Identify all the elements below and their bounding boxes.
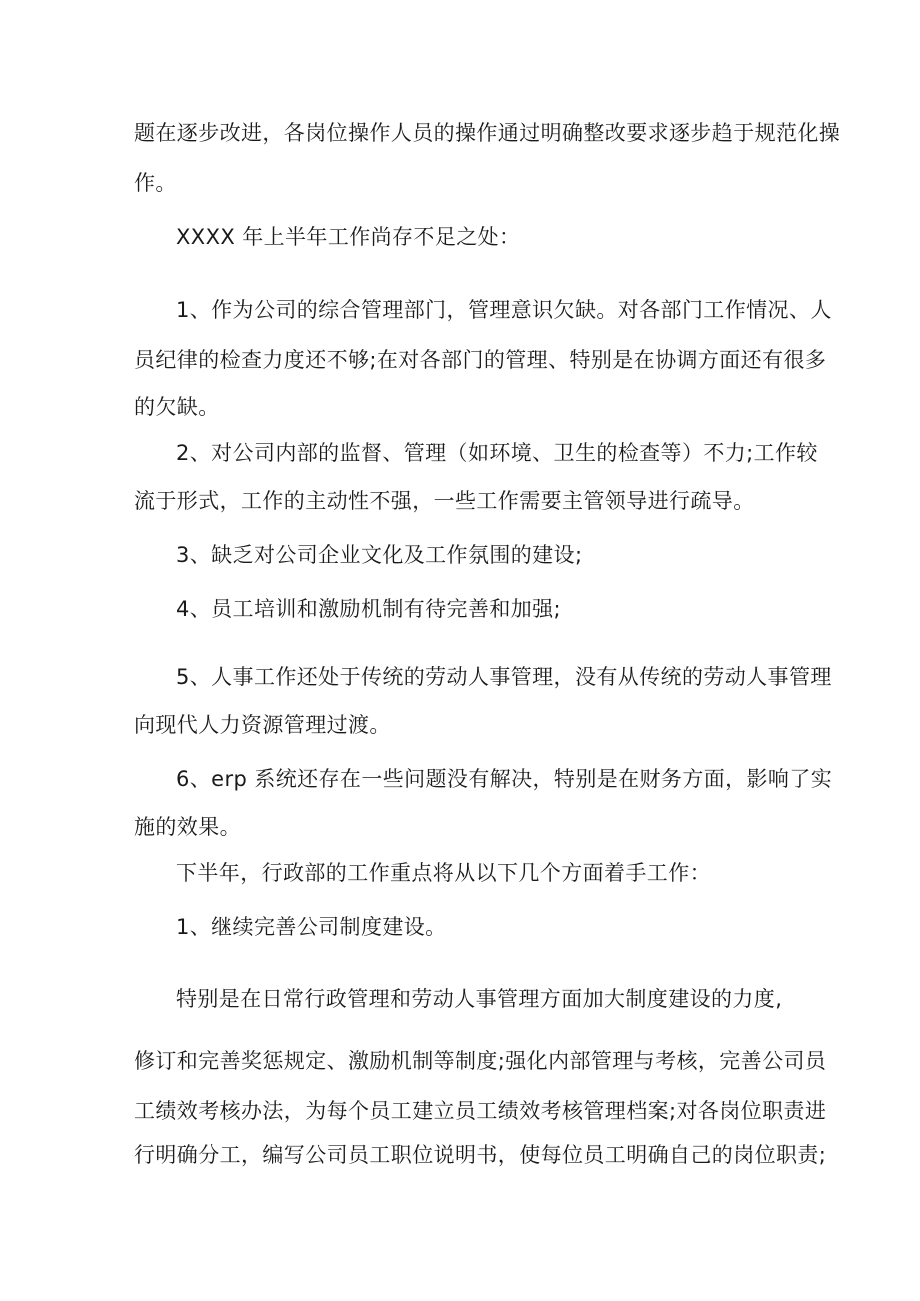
- text-line: 题在逐步改进，各岗位操作人员的操作通过明确整改要求逐步趋于规范化操: [134, 121, 841, 145]
- text-line: 5、人事工作还处于传统的劳动人事管理，没有从传统的劳动人事管理: [176, 665, 832, 689]
- text-line: 3、缺乏对公司企业文化及工作氛围的建设;: [176, 543, 583, 567]
- text-line: 流于形式，工作的主动性不强，一些工作需要主管领导进行疏导。: [134, 489, 755, 513]
- text-line: 2、对公司内部的监督、管理（如环境、卫生的检查等）不力;工作较: [176, 441, 818, 465]
- text-line: 员纪律的检查力度还不够;在对各部门的管理、特别是在协调方面还有很多: [134, 348, 827, 372]
- text-line: 施的效果。: [134, 815, 241, 839]
- text-line: 特别是在日常行政管理和劳动人事管理方面加大制度建设的力度,: [176, 987, 783, 1011]
- text-line: 6、erp 系统还存在一些问题没有解决，特别是在财务方面，影响了实: [176, 767, 833, 791]
- text-line: XXXX 年上半年工作尚存不足之处：: [176, 225, 521, 249]
- text-line: 行明确分工，编写公司员工职位说明书，使每位员工明确自己的岗位职责;: [134, 1143, 827, 1167]
- text-line: 作。: [134, 171, 177, 195]
- text-line: 修订和完善奖惩规定、激励机制等制度;强化内部管理与考核，完善公司员: [134, 1049, 827, 1073]
- text-line: 4、员工培训和激励机制有待完善和加强;: [176, 597, 562, 621]
- text-line: 下半年，行政部的工作重点将从以下几个方面着手工作：: [176, 861, 711, 885]
- text-line: 的欠缺。: [134, 395, 220, 419]
- text-line: 工绩效考核办法，为每个员工建立员工绩效考核管理档案;对各岗位职责进: [134, 1099, 827, 1123]
- text-line: 向现代人力资源管理过渡。: [134, 713, 391, 737]
- text-line: 1、继续完善公司制度建设。: [176, 915, 447, 939]
- text-line: 1、作为公司的综合管理部门，管理意识欠缺。对各部门工作情况、人: [176, 298, 832, 322]
